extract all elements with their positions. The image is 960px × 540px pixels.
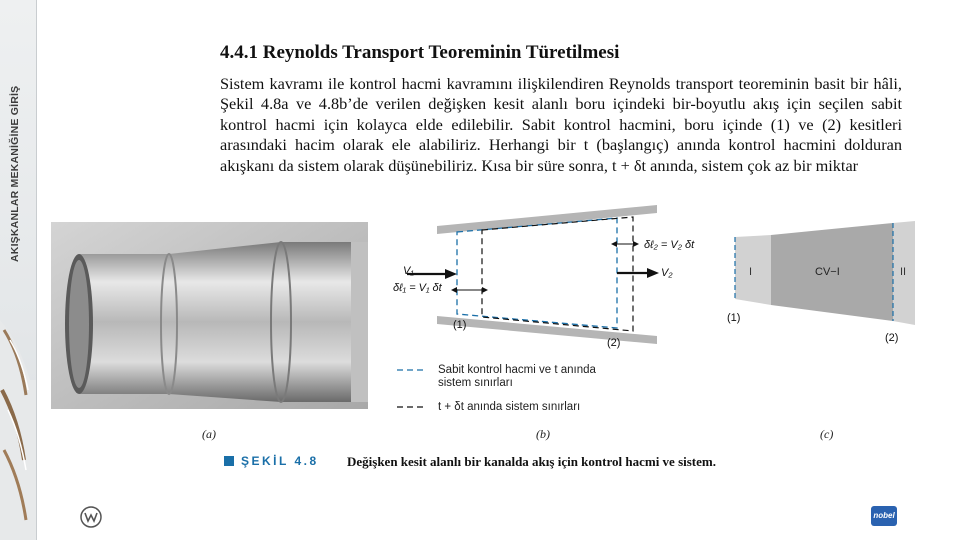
publisher-logo: nobel	[871, 506, 897, 526]
legend-blue: Sabit kontrol hacmi ve t anında sistem sınırları	[438, 364, 596, 389]
region-I	[735, 235, 771, 305]
v1-arrow	[445, 269, 457, 279]
sidebar-decoration	[0, 300, 36, 540]
pipe-photo	[51, 222, 368, 409]
section-paragraph	[220, 74, 902, 176]
dl2-label: δℓ₂ = V₂ δt	[644, 239, 695, 251]
subfigure-b-label: (b)	[536, 427, 550, 441]
paragraph-text: Sistem kavramı ile kontrol hacmi kavramını ilişkilendiren Reynolds transport teoreminin basit bir hâli, Şekil 4.8a ve 4.8b’de verilen değişken kesit alanlı boru içindeki bir-boyutlu akış için seçilen sabit kontrol hacmi için kolayca elde edilebilir. Sabit kontrol hacmini, boru içinde (1) ve (2) kesitleri arasındaki hacim olarak ele alabiliriz. Herhangi bir t (başlangıç) anında kontrol hacmini dolduran akışkanı da sistem olarak düşünebiliriz. Kısa bir süre sonra, t + δt anında, sistem çok az bir miktar	[220, 74, 902, 175]
wiley-logo-icon	[80, 506, 102, 528]
region-cv-label: CV−I	[815, 266, 840, 278]
section-2-label-b: (2)	[607, 337, 621, 349]
legend-swatches	[397, 363, 427, 413]
v1-label: V₁	[403, 265, 414, 277]
system-boundary-later	[482, 217, 633, 331]
v2-label: V₂	[661, 267, 673, 279]
section-1-label-c: (1)	[727, 312, 741, 324]
sidebar: AKIŞKANLAR MEKANİĞİNE GİRİŞ	[0, 0, 37, 540]
regions-diagram	[725, 215, 925, 350]
pipe-upper-wall	[437, 205, 657, 234]
legend-black: t + δt anında sistem sınırları	[438, 401, 581, 413]
region-II-label: II	[900, 266, 907, 278]
caption-number: ŞEKİL 4.8	[241, 454, 319, 468]
caption-text: Değişken kesit alanlı bir kanalda akış için kontrol hacmi ve sistem.	[347, 454, 716, 469]
v2-arrow	[647, 268, 659, 278]
dl1-label: δℓ₁ = V₁ δt	[393, 282, 442, 294]
caption-marker	[224, 456, 234, 466]
subfigure-c-label: (c)	[820, 427, 834, 441]
section-1-label-b: (1)	[453, 319, 467, 331]
subfigure-a-label: (a)	[202, 427, 216, 441]
region-I-label: I	[749, 266, 753, 278]
section-2-label-c: (2)	[885, 332, 899, 344]
section-heading: 4.4.1 Reynolds Transport Teoreminin Türetilmesi	[220, 42, 620, 63]
fixed-control-volume-outline	[457, 218, 617, 328]
